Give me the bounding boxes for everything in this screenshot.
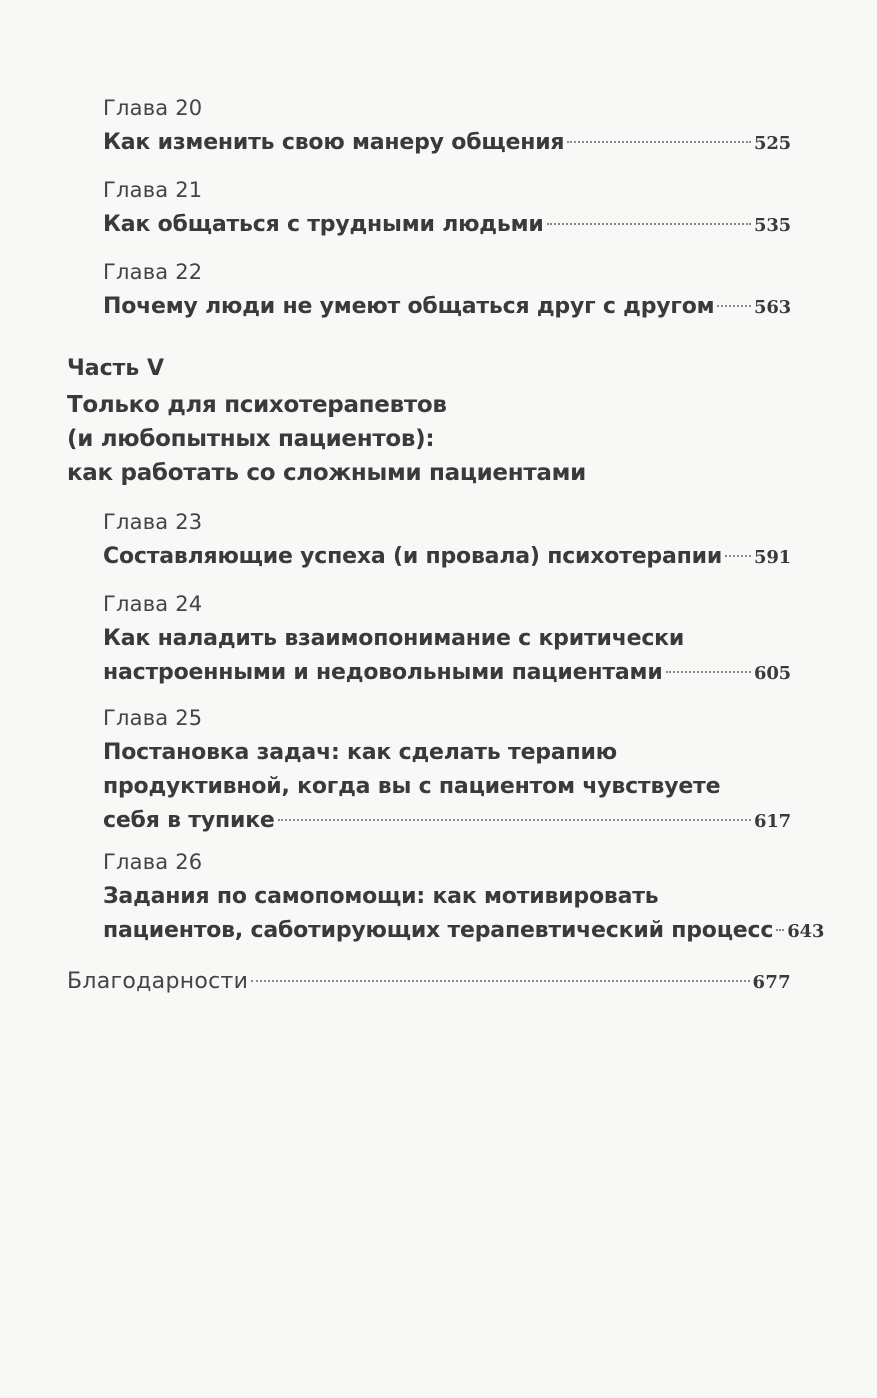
dot-leader [567,141,751,143]
toc-entry-chapter-22 [103,254,791,325]
chapter-title-line: Задания по самопомощи: как мотивировать [103,884,659,909]
chapter-title: Почему люди не умеют общаться друг с другом [103,294,715,319]
chapter-title: настроенными и недовольными пациентами [103,660,663,685]
chapter-title: себя в тупике [103,808,275,833]
toc-entry-chapter-20 [103,90,791,161]
chapter-label: Глава 23 [103,510,203,534]
dot-leader [776,929,784,931]
dot-leader [251,980,749,982]
dot-leader [278,819,751,821]
acknowledgements-line [67,965,791,1000]
chapter-title-line [103,656,791,691]
chapter-title-line [103,804,791,839]
part-title-line: Только для психотерапевтов [67,392,447,418]
part-number: Часть V [67,356,165,381]
chapter-title: Составляющие успеха (и провала) психотерапии [103,544,723,569]
toc-entry-chapter-24 [103,586,791,691]
page-number: 535 [754,215,791,236]
part-title-line: как работать со сложными пациентами [67,460,586,486]
chapter-title-line: продуктивной, когда вы с пациентом чувствуете [103,774,721,799]
page-number: 643 [787,921,825,942]
page-number: 525 [754,133,791,154]
page-number: 617 [754,811,791,832]
chapter-title-line [103,290,791,325]
toc-entry-chapter-21 [103,172,791,243]
chapter-label: Глава 24 [103,592,203,616]
toc-entry-acknowledgements [67,965,791,1000]
part-title-line: (и любопытных пациентов): [67,426,435,452]
dot-leader [725,555,751,557]
chapter-title-line [103,126,791,161]
toc-entry-chapter-25 [103,700,791,839]
chapter-title: Как изменить свою манеру общения [103,130,565,155]
chapter-title-line [103,914,825,949]
chapter-title-line [103,540,791,575]
acknowledgements-title: Благодарности [67,969,249,994]
part-heading [67,352,807,490]
chapter-title-line: Как наладить взаимопонимание с критически [103,626,685,651]
dot-leader [666,671,751,673]
dot-leader [547,223,751,225]
chapter-label: Глава 22 [103,260,203,284]
chapter-title-line [103,208,791,243]
chapter-label: Глава 21 [103,178,203,202]
toc-entry-chapter-23 [103,504,791,575]
chapter-label: Глава 26 [103,850,203,874]
toc-entry-chapter-26 [103,844,825,949]
page-number: 605 [754,663,791,684]
page-number: 591 [754,547,791,568]
page-number: 677 [752,972,791,993]
chapter-label: Глава 20 [103,96,203,120]
chapter-title: пациентов, саботирующих терапевтический процесс [103,918,774,943]
chapter-title: Как общаться с трудными людьми [103,212,544,237]
dot-leader [717,305,751,307]
page-number: 563 [754,297,791,318]
chapter-label: Глава 25 [103,706,203,730]
chapter-title-line: Постановка задач: как сделать терапию [103,740,617,765]
